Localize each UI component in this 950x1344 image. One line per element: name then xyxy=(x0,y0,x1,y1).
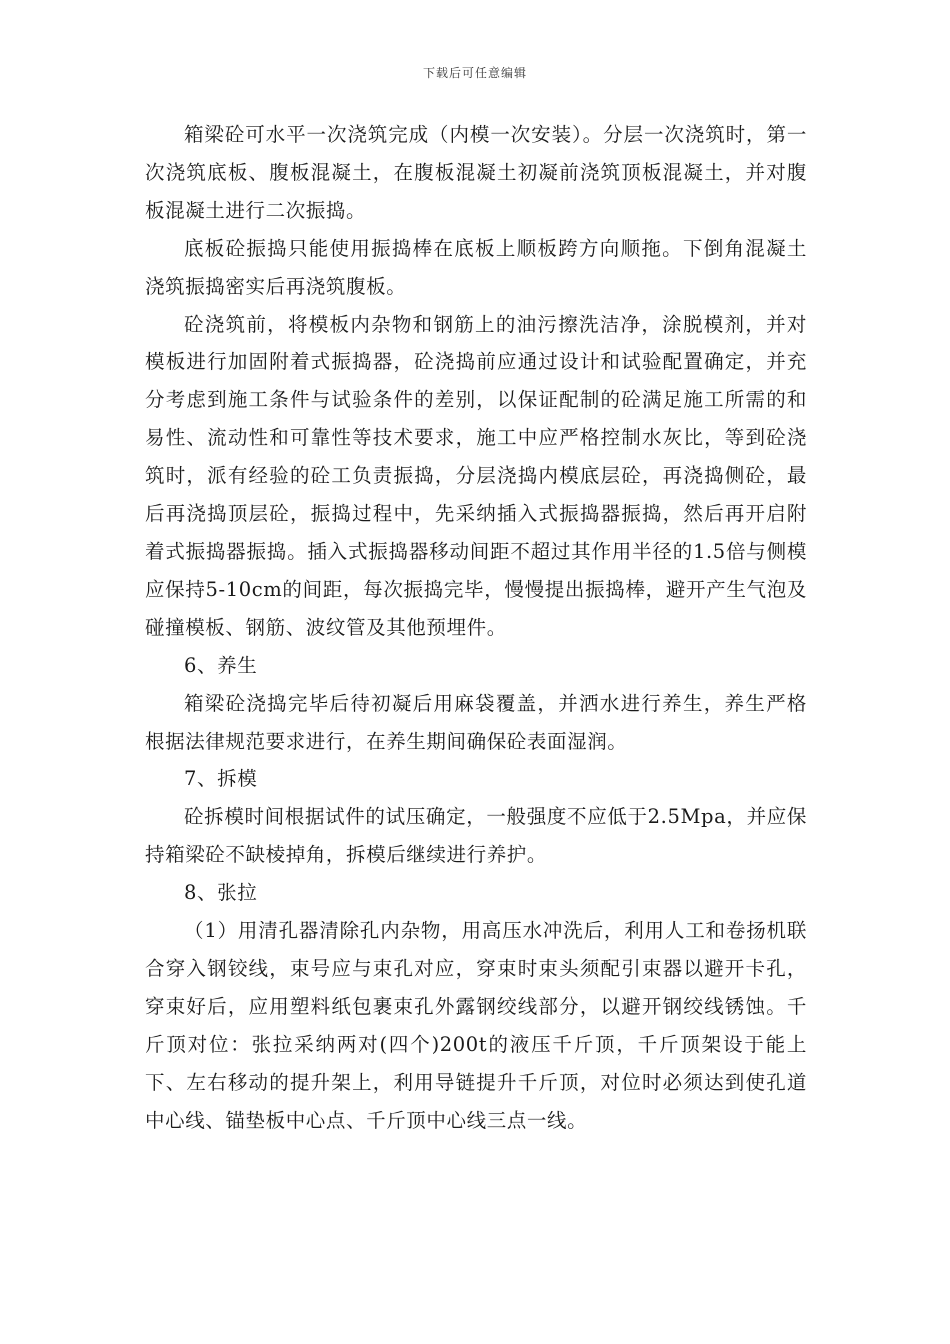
page-header: 下载后可任意编辑 xyxy=(422,66,527,80)
section-heading: 8、张拉 xyxy=(184,881,258,905)
paragraph: 底板砼振捣只能使用振捣棒在底板上顺板跨方向顺拖。下倒角混凝土浇筑振捣密实后再浇筑腹板。 xyxy=(145,236,807,298)
paragraph: 箱梁砼浇捣完毕后待初凝后用麻袋覆盖，并洒水进行养生，养生严格根据法律规范要求进行，在养生期间确保砼表面湿润。 xyxy=(145,691,807,753)
paragraph: 砼拆模时间根据试件的试压确定，一般强度不应低于2.5Mpa，并应保持箱梁砼不缺棱掉角，拆模后继续进行养护。 xyxy=(145,805,807,867)
paragraph: 砼浇筑前，将模板内杂物和钢筋上的油污擦洗洁净，涂脱模剂，并对模板进行加固附着式振捣器，砼浇捣前应通过设计和试验配置确定，并充分考虑到施工条件与试验条件的差别，以保证配制的砼满足施工所需的和易性、流动性和可靠性等技术要求，施工中应严格控制水灰比，等到砼浇筑时，派有经验的砼工负责振捣，分层浇捣内模底层砼，再浇捣侧砼，最后再浇捣顶层砼，振捣过程中，先采纳插入式振捣器振捣，然后再开启附着式振捣器振捣。插入式振捣器移动间距不超过其作用半径的1.5倍与侧模应保持5-10cm的间距，每次振捣完毕，慢慢提出振捣棒，避开产生气泡及碰撞模板、钢筋、波纹管及其他预埋件。 xyxy=(145,312,807,639)
paragraph: 箱梁砼可水平一次浇筑完成（内模一次安装）。分层一次浇筑时，第一次浇筑底板、腹板混凝土，在腹板混凝土初凝前浇筑顶板混凝土，并对腹板混凝土进行二次振捣。 xyxy=(145,123,807,222)
paragraph: （1）用清孔器清除孔内杂物，用高压水冲洗后，利用人工和卷扬机联合穿入钢铰线，束号应与束孔对应，穿束时束头须配引束器以避开卡孔，穿束好后，应用塑料纸包裹束孔外露钢绞线部分，以避开钢绞线锈蚀。千斤顶对位：张拉采纳两对(四个)200t的液压千斤顶，千斤顶架设于能上下、左右移动的提升架上，利用导链提升千斤顶，对位时必须达到使孔道中心线、锚垫板中心点、千斤顶中心线三点一线。 xyxy=(145,919,807,1132)
document-body xyxy=(145,116,807,1139)
section-heading: 6、养生 xyxy=(184,653,258,677)
section-heading: 7、拆模 xyxy=(184,767,258,791)
